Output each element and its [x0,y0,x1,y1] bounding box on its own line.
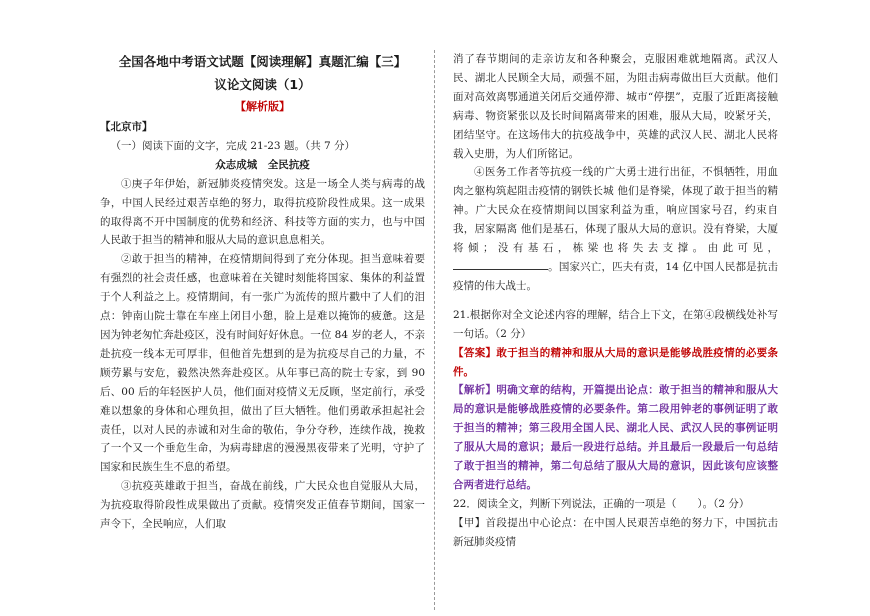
answer-label: 【答案】 [453,346,497,359]
question-22: 22．阅读全文，判断下列说法，正确的一项是（ ）。（2 分） [453,497,750,510]
analysis-text: 明确文章的结构，开篇提出论点：敢于担当的精神和服从大局的意识是能够战胜疫情的必要条件。第二段用钟老的事例证明了敢于担当的精神；第三段用全国人民、湖北人民、武汉人民的事例证明了服从大局的意识；最后一段进行总结。并且最后一段最后一句总结了敢于担当的精神，第二句总结了服从大局的意识，因此该句应该整合两者进行总结。 [453,384,779,491]
answer-21 [453,344,778,382]
column-divider [434,50,435,610]
region-label: 【北京市】 [100,121,153,133]
paragraph-4-end: 。国家兴亡，匹夫有责，14 亿中国人民都是抗击疫情的伟大战士。 [453,260,778,292]
analysis-label: 【解析】 [453,384,497,397]
fill-in-blank [453,259,548,270]
paragraph-1: ①庚子年伊始，新冠肺炎疫情突发。这是一场全人类与病毒的战争，中国人民经过艰苦卓绝的努力，取得抗疫阶段性成果。这一成果的取得离不开中国制度的优势和经济、科技等方面的实力，也与中国人民敢于担当的精神和服从大局的意识息息相关。 [100,177,425,247]
paragraph-2: ②敢于担当的精神，在疫情期间得到了充分体现。担当意味着要有强烈的社会责任感，也意味着在关键时刻能将国家、集体的利益置于个人利益之上。疫情期间，有一张广为流传的照片戳中了人们的泪点：钟南山院士靠在车座上闭目小憩，脸上是难以掩饰的疲惫。这是因为钟老匆忙奔赴疫区，没有时间好好休息。一位 84 岁的老人，不亲赴抗疫一线本无可厚非，但他首先想到的是为抗疫尽自己的力量，不顾劳累与安危，毅然决然奔赴疫区。从年事已高的院士专家，到 90 后、00 后的年轻医护人员，他们面对疫情义无反顾，坚定前行，承受难以想象的身体和心理负担，做出了巨大牺牲。他们勇敢承担起社会责任，以对人民的赤诚和对生命的敬佑，争分夺秒，连续作战，挽救了一个又一个垂危生命，为病毒肆虐的漫漫黑夜带来了光明，守护了国家和民族生生不息的希望。 [100,253,425,474]
essay-title: 众志成城 全民抗疫 [215,158,310,171]
paragraph-3-continued: 消了春节期间的走亲访友和各种聚会，克服困难就地隔离。武汉人民、湖北人民顾全大局，顽强不屈，为阻击病毒做出巨大贡献。他们面对高效离鄂通道关闭后交通停滞、城市“停摆”，克服了近距离接触病毒、物资紧张以及长时间隔离带来的困难，服从大局，咬紧牙关，团结坚守。在这场伟大的抗疫战争中，英雄的武汉人民、湖北人民将载入史册，为人们所铭记。 [453,53,778,160]
reading-instruction: （一）阅读下面的文字，完成 21-23 题。（共 7 分） [110,139,356,152]
document-subtitle: 议论文阅读（1） [214,77,311,92]
option-label: 【甲】 [453,516,486,529]
document-title: 全国各地中考语文试题【阅读理解】真题汇编【三】 [118,54,407,69]
paragraph-4 [453,163,778,295]
question-21: 21.根据你对全文论述内容的理解，结合上下文，在第④段横线处补写一句话。（2 分） [453,308,778,340]
question-22-option-a [453,514,778,552]
answer-text: 敢于担当的精神和服从大局的意识是能够战胜疫情的必要条件。 [453,346,779,378]
paragraph-4-text: ④医务工作者等抗疫一线的广大勇士进行出征，不惧牺牲，用血肉之躯构筑起阻击疫情的钢铁长城 他们是脊梁，体现了敢于担当的精神。广大民众在疫情期间以国家利益为重，响应国家号召，约束自我，居家隔离 他们是基石，体现了服从大局的意识。没有脊梁，大厦将倾；没有基石，栋梁也将失去支撑。由此可见， [453,166,778,255]
edition-label: 【解析版】 [235,100,290,113]
right-column [453,50,778,552]
option-text: 首段提出中心论点：在中国人民艰苦卓绝的努力下，中国抗击新冠肺炎疫情 [453,516,779,548]
analysis-21 [453,381,778,494]
paragraph-3: ③抗疫英雄敢于担当，奋战在前线，广大民众也自觉服从大局，为抗疫取得阶段性成果做出了贡献。疫情突发正值春节期间，国家一声令下，全民响应，人们取 [100,480,425,531]
left-column [100,50,425,534]
